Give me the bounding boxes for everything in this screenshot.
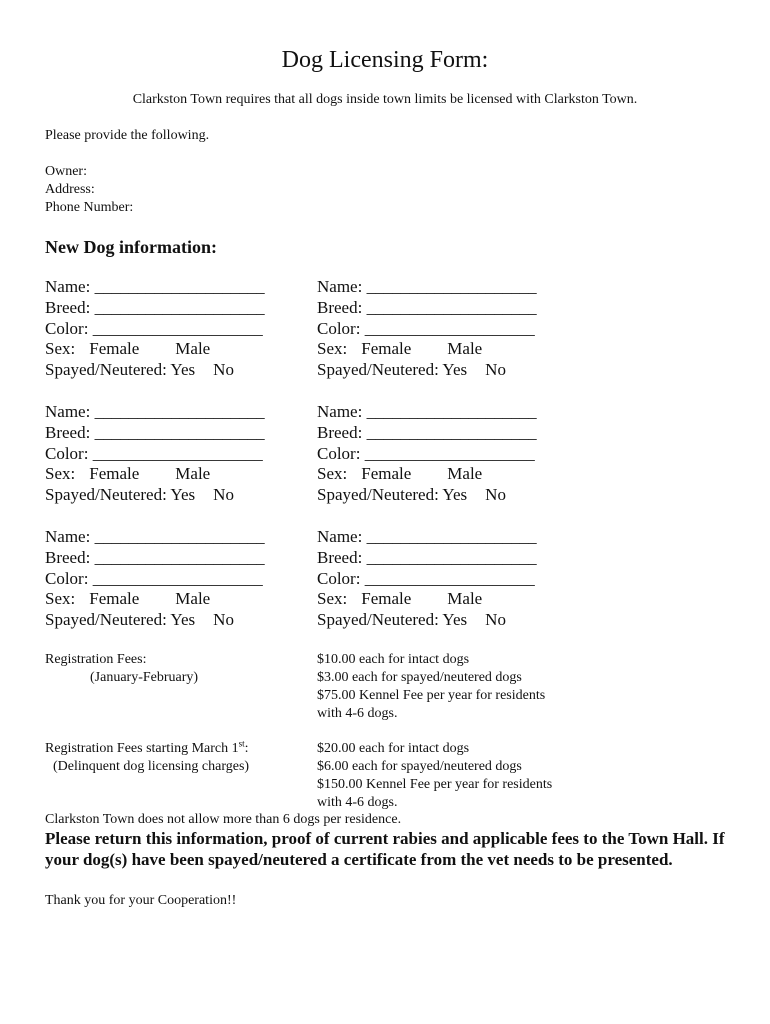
dog-spayed-label: Spayed/Neutered: bbox=[45, 485, 167, 505]
dog-sex-label: Sex: bbox=[45, 464, 76, 484]
late-fee-line: $6.00 each for spayed/neutered dogs bbox=[317, 759, 522, 774]
dog-color-field[interactable]: Color: ____________________ bbox=[45, 568, 263, 588]
dog-sex-label: Sex: bbox=[317, 339, 348, 359]
dog-spayed-no-option[interactable]: No bbox=[213, 610, 234, 630]
dog-sex-male-option[interactable]: Male bbox=[175, 589, 211, 609]
dog-sex-female-option[interactable]: Female bbox=[89, 589, 140, 609]
dog-name-field[interactable]: Name: ____________________ bbox=[317, 277, 537, 296]
thank-you-text: Thank you for your Cooperation!! bbox=[45, 893, 237, 908]
regular-fees-period: (January-February) bbox=[90, 670, 199, 685]
new-dog-heading: New Dog information: bbox=[45, 237, 217, 257]
dog-sex-female-option[interactable]: Female bbox=[361, 589, 412, 609]
dog-entry-3 bbox=[45, 402, 265, 506]
intro-text: Clarkston Town requires that all dogs inside town limits be licensed with Clarkston Town. bbox=[132, 92, 638, 107]
owner-label: Owner: bbox=[45, 164, 87, 179]
dog-spayed-no-option[interactable]: No bbox=[213, 485, 234, 505]
regular-fee-line: $10.00 each for intact dogs bbox=[317, 652, 470, 667]
dog-spayed-label: Spayed/Neutered: bbox=[317, 360, 439, 380]
dog-entry-4 bbox=[317, 402, 537, 506]
return-instructions: Please return this information, proof of current rabies and applicable fees to the Town Hall. If your dog(s) have been spayed/neutered a certificate from the vet needs to be presented. bbox=[45, 829, 725, 869]
late-fees-label: Registration Fees starting March 1st: bbox=[45, 738, 249, 756]
dog-entry-6 bbox=[317, 527, 537, 631]
dog-spayed-yes-option[interactable]: Yes bbox=[170, 610, 196, 630]
phone-number-label: Phone Number: bbox=[45, 200, 134, 215]
regular-fees-label: Registration Fees: bbox=[45, 652, 147, 667]
regular-fees-label-block bbox=[45, 651, 198, 687]
dog-sex-label: Sex: bbox=[317, 464, 348, 484]
dog-sex-female-option[interactable]: Female bbox=[89, 464, 140, 484]
dog-entry-5 bbox=[45, 527, 265, 631]
dog-spayed-label: Spayed/Neutered: bbox=[45, 610, 167, 630]
dog-spayed-label: Spayed/Neutered: bbox=[45, 360, 167, 380]
dog-entry-2 bbox=[317, 277, 537, 381]
dog-color-field[interactable]: Color: ____________________ bbox=[45, 443, 263, 463]
dog-spayed-label: Spayed/Neutered: bbox=[317, 485, 439, 505]
late-fees-list bbox=[317, 740, 552, 812]
dog-sex-female-option[interactable]: Female bbox=[89, 339, 140, 359]
dog-name-field[interactable]: Name: ____________________ bbox=[317, 402, 537, 421]
dog-sex-male-option[interactable]: Male bbox=[447, 589, 483, 609]
late-fees-label-block bbox=[45, 740, 249, 776]
dog-breed-field[interactable]: Breed: ____________________ bbox=[317, 547, 537, 567]
late-fee-line: $20.00 each for intact dogs bbox=[317, 741, 470, 756]
dog-name-field[interactable]: Name: ____________________ bbox=[45, 277, 265, 296]
regular-fee-line: $3.00 each for spayed/neutered dogs bbox=[317, 670, 522, 685]
dog-breed-field[interactable]: Breed: ____________________ bbox=[45, 297, 265, 317]
dog-spayed-no-option[interactable]: No bbox=[485, 360, 506, 380]
regular-fee-line: with 4-6 dogs. bbox=[317, 706, 398, 721]
dog-sex-label: Sex: bbox=[317, 589, 348, 609]
dog-spayed-no-option[interactable]: No bbox=[485, 610, 506, 630]
regular-fees-list bbox=[317, 651, 545, 723]
dog-spayed-no-option[interactable]: No bbox=[485, 485, 506, 505]
dog-spayed-yes-option[interactable]: Yes bbox=[170, 485, 196, 505]
dog-spayed-yes-option[interactable]: Yes bbox=[442, 360, 468, 380]
late-fee-line: with 4-6 dogs. bbox=[317, 795, 398, 810]
dog-breed-field[interactable]: Breed: ____________________ bbox=[317, 297, 537, 317]
dog-color-field[interactable]: Color: ____________________ bbox=[45, 318, 263, 338]
dog-breed-field[interactable]: Breed: ____________________ bbox=[45, 547, 265, 567]
dog-spayed-label: Spayed/Neutered: bbox=[317, 610, 439, 630]
dog-sex-label: Sex: bbox=[45, 339, 76, 359]
dog-breed-field[interactable]: Breed: ____________________ bbox=[317, 422, 537, 442]
dog-sex-male-option[interactable]: Male bbox=[447, 339, 483, 359]
dog-spayed-yes-option[interactable]: Yes bbox=[442, 610, 468, 630]
dog-sex-male-option[interactable]: Male bbox=[447, 464, 483, 484]
form-title: Dog Licensing Form: bbox=[281, 47, 489, 73]
dog-color-field[interactable]: Color: ____________________ bbox=[317, 568, 535, 588]
dog-sex-male-option[interactable]: Male bbox=[175, 339, 211, 359]
dog-sex-female-option[interactable]: Female bbox=[361, 464, 412, 484]
late-fees-note: (Delinquent dog licensing charges) bbox=[53, 759, 250, 774]
address-label: Address: bbox=[45, 182, 95, 197]
dog-limit-note: Clarkston Town does not allow more than 6 dogs per residence. bbox=[45, 812, 402, 827]
regular-fee-line: $75.00 Kennel Fee per year for residents bbox=[317, 688, 546, 703]
dog-name-field[interactable]: Name: ____________________ bbox=[45, 402, 265, 421]
dog-entry-1 bbox=[45, 277, 265, 381]
owner-fields bbox=[45, 163, 133, 217]
please-provide-text: Please provide the following. bbox=[45, 128, 210, 143]
dog-spayed-yes-option[interactable]: Yes bbox=[442, 485, 468, 505]
dog-color-field[interactable]: Color: ____________________ bbox=[317, 318, 535, 338]
dog-breed-field[interactable]: Breed: ____________________ bbox=[45, 422, 265, 442]
dog-name-field[interactable]: Name: ____________________ bbox=[45, 527, 265, 546]
dog-color-field[interactable]: Color: ____________________ bbox=[317, 443, 535, 463]
dog-sex-label: Sex: bbox=[45, 589, 76, 609]
dog-spayed-yes-option[interactable]: Yes bbox=[170, 360, 196, 380]
dog-spayed-no-option[interactable]: No bbox=[213, 360, 234, 380]
dog-sex-female-option[interactable]: Female bbox=[361, 339, 412, 359]
dog-name-field[interactable]: Name: ____________________ bbox=[317, 527, 537, 546]
dog-sex-male-option[interactable]: Male bbox=[175, 464, 211, 484]
late-fee-line: $150.00 Kennel Fee per year for residents bbox=[317, 777, 553, 792]
